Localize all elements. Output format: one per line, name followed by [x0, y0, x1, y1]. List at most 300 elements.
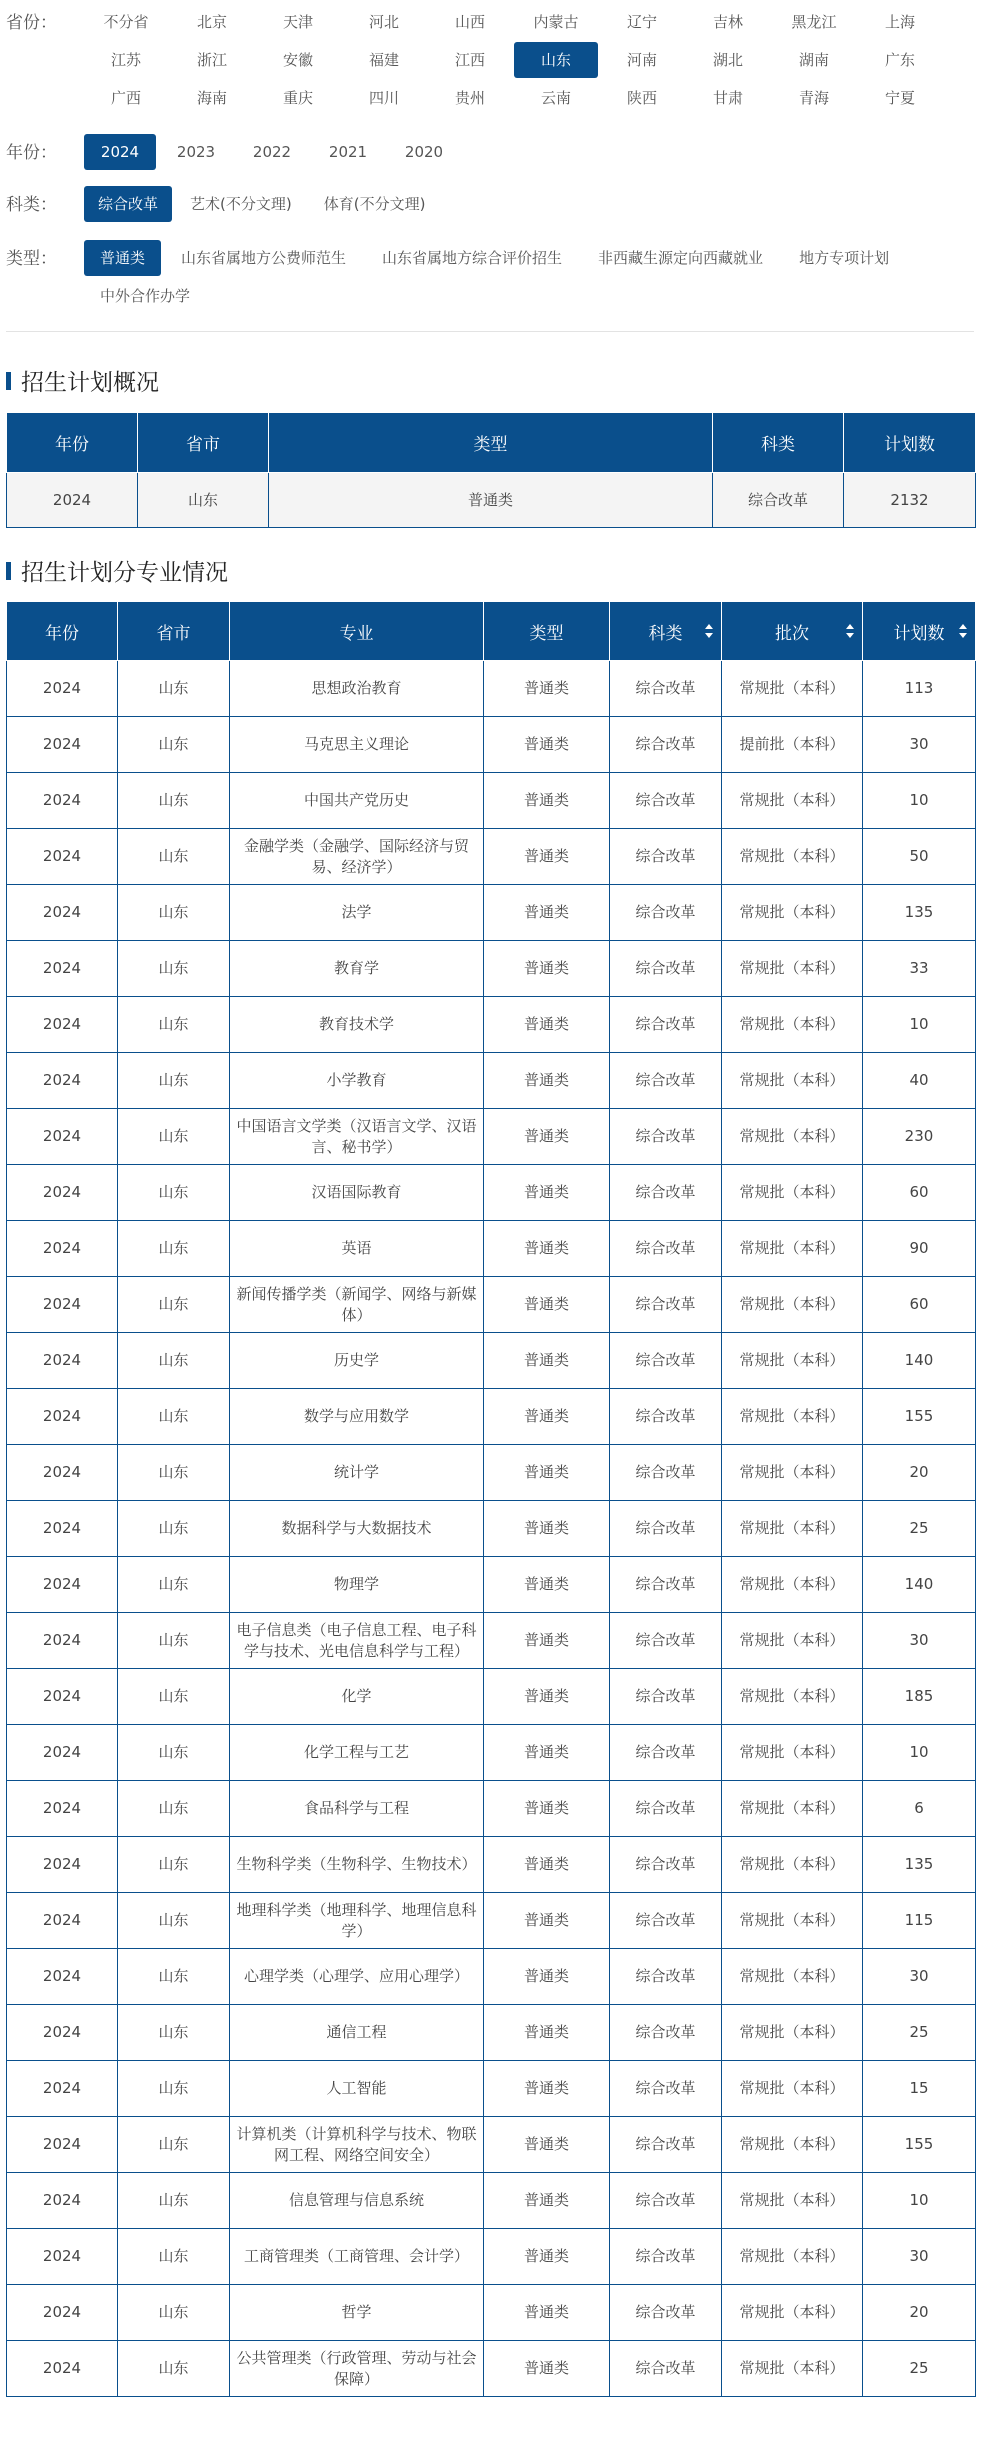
table-row: [7, 1949, 976, 2005]
type-option[interactable]: 非西藏生源定向西藏就业: [598, 249, 764, 267]
type-options: [84, 240, 983, 316]
table-row: [7, 2229, 976, 2285]
table-row: [7, 2341, 976, 2397]
table-cell: 山东: [118, 2173, 230, 2229]
sort-icon[interactable]: [959, 623, 967, 639]
table-row: [7, 773, 976, 829]
table-cell: 113: [863, 661, 976, 717]
table-cell: 山东: [118, 997, 230, 1053]
table-cell: 2024: [7, 2117, 118, 2173]
province-label: 省份：: [6, 13, 57, 33]
year-filter: [6, 134, 464, 172]
detail-header-label: 批次: [775, 623, 809, 644]
table-cell: 普通类: [484, 1445, 610, 1501]
province-option[interactable]: 广东: [884, 51, 915, 69]
table-cell: 常规批（本科）: [722, 1669, 863, 1725]
table-cell: 信息管理与信息系统: [230, 2173, 484, 2229]
table-cell: 提前批（本科）: [722, 717, 863, 773]
table-cell: 山东: [118, 1389, 230, 1445]
table-cell: 常规批（本科）: [722, 1557, 863, 1613]
category-option[interactable]: 艺术(不分文理): [190, 195, 292, 213]
table-cell: 山东: [118, 1277, 230, 1333]
sort-icon[interactable]: [705, 623, 713, 639]
category-option[interactable]: 综合改革: [84, 186, 172, 222]
table-cell: 综合改革: [610, 1109, 722, 1165]
province-option[interactable]: 甘肃: [712, 89, 743, 107]
table-cell: 综合改革: [610, 1669, 722, 1725]
table-cell: 60: [863, 1277, 976, 1333]
province-option[interactable]: 江苏: [110, 51, 141, 69]
table-cell: 常规批（本科）: [722, 1613, 863, 1669]
table-row: [7, 1445, 976, 1501]
table-cell: 普通类: [484, 1053, 610, 1109]
table-cell: 综合改革: [610, 661, 722, 717]
table-cell: 山东: [118, 1781, 230, 1837]
table-cell: 30: [863, 717, 976, 773]
table-cell: 综合改革: [610, 1277, 722, 1333]
province-option[interactable]: 天津: [282, 13, 313, 31]
table-cell: 2024: [7, 997, 118, 1053]
province-option[interactable]: 辽宁: [626, 13, 657, 31]
table-cell: 山东: [118, 1725, 230, 1781]
table-cell: 2024: [7, 941, 118, 997]
table-row: [7, 717, 976, 773]
province-option[interactable]: 广西: [110, 89, 141, 107]
detail-header-cell[interactable]: [863, 602, 976, 661]
table-cell: 综合改革: [610, 2061, 722, 2117]
province-option[interactable]: 黑龙江: [791, 13, 837, 31]
detail-header-label: 科类: [648, 623, 683, 644]
table-cell: 综合改革: [610, 941, 722, 997]
table-cell: 综合改革: [610, 1501, 722, 1557]
province-options: [84, 4, 954, 118]
table-cell: 普通类: [484, 2005, 610, 2061]
table-cell: 人工智能: [230, 2061, 484, 2117]
year-option[interactable]: 2023: [176, 143, 216, 161]
category-label: 科类：: [6, 195, 57, 215]
table-cell: 常规批（本科）: [722, 1781, 863, 1837]
table-cell: 常规批（本科）: [722, 1893, 863, 1949]
detail-header-cell: [7, 602, 118, 661]
table-cell: 化学: [230, 1669, 484, 1725]
summary-row: [7, 473, 976, 528]
table-cell: 50: [863, 829, 976, 885]
sort-icon[interactable]: [846, 623, 854, 639]
table-cell: 普通类: [484, 1109, 610, 1165]
table-cell: 综合改革: [610, 2229, 722, 2285]
table-cell: 常规批（本科）: [722, 1277, 863, 1333]
table-cell: 综合改革: [610, 1613, 722, 1669]
province-option[interactable]: 四川: [368, 89, 399, 107]
province-option[interactable]: 安徽: [282, 51, 313, 69]
province-option[interactable]: 重庆: [282, 89, 313, 107]
table-cell: 常规批（本科）: [722, 941, 863, 997]
table-cell: 中国共产党历史: [230, 773, 484, 829]
category-option[interactable]: 体育(不分文理): [323, 195, 426, 213]
table-cell: 30: [863, 1949, 976, 2005]
table-row: [7, 1165, 976, 1221]
table-cell: 综合改革: [610, 1725, 722, 1781]
table-cell: 230: [863, 1109, 976, 1165]
detail-header-label: 类型: [529, 623, 564, 644]
table-cell: 135: [863, 885, 976, 941]
table-cell: 185: [863, 1669, 976, 1725]
province-option[interactable]: 吉林: [712, 13, 743, 31]
table-cell: 常规批（本科）: [722, 1053, 863, 1109]
table-cell: 普通类: [484, 1277, 610, 1333]
table-row: [7, 2173, 976, 2229]
category-options: [84, 186, 443, 224]
table-cell: 2024: [7, 1333, 118, 1389]
table-cell: 常规批（本科）: [722, 661, 863, 717]
table-cell: 2024: [7, 1445, 118, 1501]
province-option[interactable]: 宁夏: [884, 89, 915, 107]
table-cell: 常规批（本科）: [722, 1221, 863, 1277]
table-cell: 25: [863, 2005, 976, 2061]
table-cell: 思想政治教育: [230, 661, 484, 717]
table-cell: 常规批（本科）: [722, 1389, 863, 1445]
table-cell: 山东: [118, 1333, 230, 1389]
table-cell: 6: [863, 1781, 976, 1837]
table-cell: 2024: [7, 2061, 118, 2117]
summary-table: [6, 412, 976, 528]
table-row: [7, 885, 976, 941]
summary-cell: 2132: [844, 473, 976, 528]
table-cell: 2024: [7, 1053, 118, 1109]
table-cell: 综合改革: [610, 1837, 722, 1893]
table-cell: 山东: [118, 773, 230, 829]
table-cell: 普通类: [484, 1669, 610, 1725]
table-cell: 2024: [7, 1277, 118, 1333]
province-option[interactable]: 河北: [368, 13, 399, 31]
type-option[interactable]: 普通类: [84, 240, 161, 276]
year-options: [84, 134, 464, 172]
table-cell: 常规批（本科）: [722, 829, 863, 885]
table-cell: 2024: [7, 1781, 118, 1837]
table-cell: 法学: [230, 885, 484, 941]
table-cell: 常规批（本科）: [722, 2341, 863, 2397]
table-cell: 常规批（本科）: [722, 1501, 863, 1557]
province-option[interactable]: 山西: [454, 13, 485, 31]
province-option[interactable]: 贵州: [454, 89, 485, 107]
table-cell: 普通类: [484, 717, 610, 773]
summary-header-cell: 计划数: [844, 413, 976, 473]
province-option[interactable]: 山东: [514, 42, 598, 78]
table-cell: 2024: [7, 1949, 118, 2005]
table-cell: 2024: [7, 885, 118, 941]
table-cell: 155: [863, 1389, 976, 1445]
table-cell: 山东: [118, 2341, 230, 2397]
table-cell: 山东: [118, 1221, 230, 1277]
table-cell: 物理学: [230, 1557, 484, 1613]
table-cell: 2024: [7, 1221, 118, 1277]
table-cell: 食品科学与工程: [230, 1781, 484, 1837]
table-cell: 2024: [7, 2285, 118, 2341]
year-option[interactable]: 2020: [404, 143, 444, 161]
table-cell: 2024: [7, 829, 118, 885]
detail-header-label: 计划数: [893, 623, 945, 644]
type-option[interactable]: 山东省属地方公费师范生: [181, 249, 347, 267]
table-cell: 60: [863, 1165, 976, 1221]
table-cell: 2024: [7, 1501, 118, 1557]
table-row: [7, 1781, 976, 1837]
table-cell: 常规批（本科）: [722, 773, 863, 829]
table-cell: 综合改革: [610, 2341, 722, 2397]
summary-header-cell: 类型: [269, 413, 713, 473]
table-cell: 哲学: [230, 2285, 484, 2341]
table-cell: 山东: [118, 2061, 230, 2117]
detail-header-label: 专业: [339, 623, 374, 644]
table-cell: 马克思主义理论: [230, 717, 484, 773]
table-row: [7, 2285, 976, 2341]
table-cell: 普通类: [484, 2173, 610, 2229]
table-cell: 常规批（本科）: [722, 2061, 863, 2117]
table-cell: 山东: [118, 2285, 230, 2341]
table-cell: 2024: [7, 1557, 118, 1613]
title-bar: [6, 372, 11, 390]
table-cell: 2024: [7, 2341, 118, 2397]
table-cell: 2024: [7, 1165, 118, 1221]
detail-body: [7, 661, 976, 2397]
table-cell: 山东: [118, 717, 230, 773]
summary-header-row: [7, 413, 976, 473]
table-cell: 普通类: [484, 997, 610, 1053]
table-cell: 山东: [118, 1837, 230, 1893]
table-cell: 地理科学类（地理科学、地理信息科学）: [230, 1893, 484, 1949]
table-cell: 山东: [118, 661, 230, 717]
table-cell: 2024: [7, 2229, 118, 2285]
table-row: [7, 1837, 976, 1893]
table-cell: 综合改革: [610, 1949, 722, 2005]
table-cell: 25: [863, 1501, 976, 1557]
table-row: [7, 1893, 976, 1949]
type-option[interactable]: 中外合作办学: [100, 287, 191, 305]
table-cell: 生物科学类（生物科学、生物技术）: [230, 1837, 484, 1893]
table-cell: 教育学: [230, 941, 484, 997]
table-cell: 2024: [7, 773, 118, 829]
table-cell: 综合改革: [610, 1053, 722, 1109]
table-cell: 常规批（本科）: [722, 1837, 863, 1893]
table-cell: 综合改革: [610, 997, 722, 1053]
table-row: [7, 1389, 976, 1445]
table-cell: 2024: [7, 1725, 118, 1781]
divider: [6, 331, 974, 332]
table-cell: 常规批（本科）: [722, 2285, 863, 2341]
type-option[interactable]: 地方专项计划: [799, 249, 890, 267]
year-option[interactable]: 2022: [252, 143, 292, 161]
table-cell: 115: [863, 1893, 976, 1949]
table-cell: 新闻传播学类（新闻学、网络与新媒体）: [230, 1277, 484, 1333]
province-option[interactable]: 上海: [884, 13, 915, 31]
table-cell: 25: [863, 2341, 976, 2397]
table-cell: 心理学类（心理学、应用心理学）: [230, 1949, 484, 2005]
table-cell: 10: [863, 997, 976, 1053]
detail-title-text: 招生计划分专业情况: [21, 560, 228, 586]
detail-header-cell: [484, 602, 610, 661]
table-cell: 普通类: [484, 1837, 610, 1893]
table-row: [7, 1669, 976, 1725]
province-option[interactable]: 江西: [454, 51, 485, 69]
table-row: [7, 1109, 976, 1165]
table-cell: 常规批（本科）: [722, 1445, 863, 1501]
summary-header-cell: 年份: [7, 413, 138, 473]
table-row: [7, 829, 976, 885]
table-cell: 2024: [7, 717, 118, 773]
table-cell: 2024: [7, 1109, 118, 1165]
table-cell: 2024: [7, 2173, 118, 2229]
summary-title-text: 招生计划概况: [21, 370, 159, 396]
table-cell: 140: [863, 1333, 976, 1389]
table-cell: 工商管理类（工商管理、会计学）: [230, 2229, 484, 2285]
table-cell: 普通类: [484, 1221, 610, 1277]
table-cell: 常规批（本科）: [722, 1165, 863, 1221]
table-cell: 普通类: [484, 1781, 610, 1837]
table-cell: 山东: [118, 2229, 230, 2285]
table-cell: 山东: [118, 1501, 230, 1557]
table-cell: 30: [863, 1613, 976, 1669]
table-cell: 综合改革: [610, 717, 722, 773]
table-cell: 普通类: [484, 829, 610, 885]
detail-header-label: 省市: [156, 623, 191, 644]
table-cell: 普通类: [484, 2229, 610, 2285]
table-cell: 2024: [7, 1613, 118, 1669]
year-option[interactable]: 2021: [328, 143, 368, 161]
table-cell: 普通类: [484, 941, 610, 997]
table-cell: 20: [863, 1445, 976, 1501]
table-cell: 常规批（本科）: [722, 997, 863, 1053]
detail-header-cell: [118, 602, 230, 661]
table-cell: 山东: [118, 885, 230, 941]
province-option[interactable]: 福建: [368, 51, 399, 69]
table-cell: 综合改革: [610, 885, 722, 941]
summary-cell: 普通类: [269, 473, 713, 528]
detail-header-cell[interactable]: [722, 602, 863, 661]
province-option[interactable]: 湖北: [712, 51, 743, 69]
province-option[interactable]: 云南: [540, 89, 571, 107]
summary-cell: 2024: [7, 473, 138, 528]
table-cell: 普通类: [484, 773, 610, 829]
table-row: [7, 661, 976, 717]
type-option[interactable]: 山东省属地方综合评价招生: [382, 249, 563, 267]
province-filter: [6, 4, 954, 118]
year-option[interactable]: 2024: [84, 134, 156, 170]
table-cell: 综合改革: [610, 1389, 722, 1445]
table-cell: 综合改革: [610, 829, 722, 885]
table-cell: 综合改革: [610, 2173, 722, 2229]
table-cell: 10: [863, 773, 976, 829]
province-option[interactable]: 陕西: [626, 89, 657, 107]
type-filter: [6, 240, 983, 316]
table-cell: 常规批（本科）: [722, 1949, 863, 2005]
table-cell: 2024: [7, 1389, 118, 1445]
province-option[interactable]: 内蒙古: [533, 13, 579, 31]
table-cell: 2024: [7, 1669, 118, 1725]
table-cell: 化学工程与工艺: [230, 1725, 484, 1781]
table-cell: 通信工程: [230, 2005, 484, 2061]
province-option[interactable]: 浙江: [196, 51, 227, 69]
table-cell: 普通类: [484, 1949, 610, 2005]
table-cell: 普通类: [484, 2285, 610, 2341]
province-option[interactable]: 北京: [196, 13, 227, 31]
summary-cell: 综合改革: [713, 473, 844, 528]
table-cell: 155: [863, 2117, 976, 2173]
table-row: [7, 941, 976, 997]
detail-header-label: 年份: [45, 623, 79, 644]
table-cell: 2024: [7, 1837, 118, 1893]
table-cell: 综合改革: [610, 2117, 722, 2173]
detail-header-row: [7, 602, 976, 661]
detail-section-title: [6, 554, 228, 587]
table-cell: 常规批（本科）: [722, 2005, 863, 2061]
table-cell: 综合改革: [610, 2005, 722, 2061]
table-cell: 山东: [118, 1669, 230, 1725]
table-cell: 40: [863, 1053, 976, 1109]
year-label: 年份：: [6, 143, 57, 163]
table-cell: 山东: [118, 1165, 230, 1221]
table-cell: 综合改革: [610, 1221, 722, 1277]
table-cell: 135: [863, 1837, 976, 1893]
province-option[interactable]: 湖南: [798, 51, 829, 69]
table-cell: 综合改革: [610, 2285, 722, 2341]
table-cell: 教育技术学: [230, 997, 484, 1053]
table-cell: 统计学: [230, 1445, 484, 1501]
province-option[interactable]: 青海: [798, 89, 829, 107]
table-row: [7, 1725, 976, 1781]
type-label: 类型：: [6, 249, 57, 269]
table-cell: 普通类: [484, 2341, 610, 2397]
table-cell: 汉语国际教育: [230, 1165, 484, 1221]
table-cell: 普通类: [484, 1725, 610, 1781]
table-cell: 计算机类（计算机科学与技术、物联网工程、网络空间安全）: [230, 2117, 484, 2173]
detail-header-cell[interactable]: [610, 602, 722, 661]
table-cell: 常规批（本科）: [722, 2229, 863, 2285]
table-row: [7, 1221, 976, 1277]
summary-section-title: [6, 364, 159, 397]
table-cell: 综合改革: [610, 773, 722, 829]
table-cell: 普通类: [484, 1333, 610, 1389]
table-cell: 综合改革: [610, 1333, 722, 1389]
province-option[interactable]: 海南: [196, 89, 227, 107]
table-cell: 90: [863, 1221, 976, 1277]
province-option[interactable]: 不分省: [103, 13, 149, 31]
table-cell: 常规批（本科）: [722, 1109, 863, 1165]
table-row: [7, 1053, 976, 1109]
table-cell: 综合改革: [610, 1445, 722, 1501]
table-cell: 综合改革: [610, 1893, 722, 1949]
table-cell: 英语: [230, 1221, 484, 1277]
category-filter: [6, 186, 443, 224]
table-cell: 普通类: [484, 2117, 610, 2173]
summary-header-cell: 省市: [138, 413, 269, 473]
table-cell: 常规批（本科）: [722, 2117, 863, 2173]
table-cell: 普通类: [484, 1613, 610, 1669]
table-cell: 数学与应用数学: [230, 1389, 484, 1445]
table-cell: 普通类: [484, 1389, 610, 1445]
table-cell: 山东: [118, 1893, 230, 1949]
table-row: [7, 2005, 976, 2061]
table-cell: 33: [863, 941, 976, 997]
table-cell: 数据科学与大数据技术: [230, 1501, 484, 1557]
table-cell: 山东: [118, 2117, 230, 2173]
table-row: [7, 2061, 976, 2117]
detail-table: [6, 601, 976, 2397]
table-cell: 公共管理类（行政管理、劳动与社会保障）: [230, 2341, 484, 2397]
table-cell: 普通类: [484, 2061, 610, 2117]
table-cell: 山东: [118, 2005, 230, 2061]
table-cell: 常规批（本科）: [722, 885, 863, 941]
province-option[interactable]: 河南: [626, 51, 657, 69]
table-cell: 普通类: [484, 1893, 610, 1949]
